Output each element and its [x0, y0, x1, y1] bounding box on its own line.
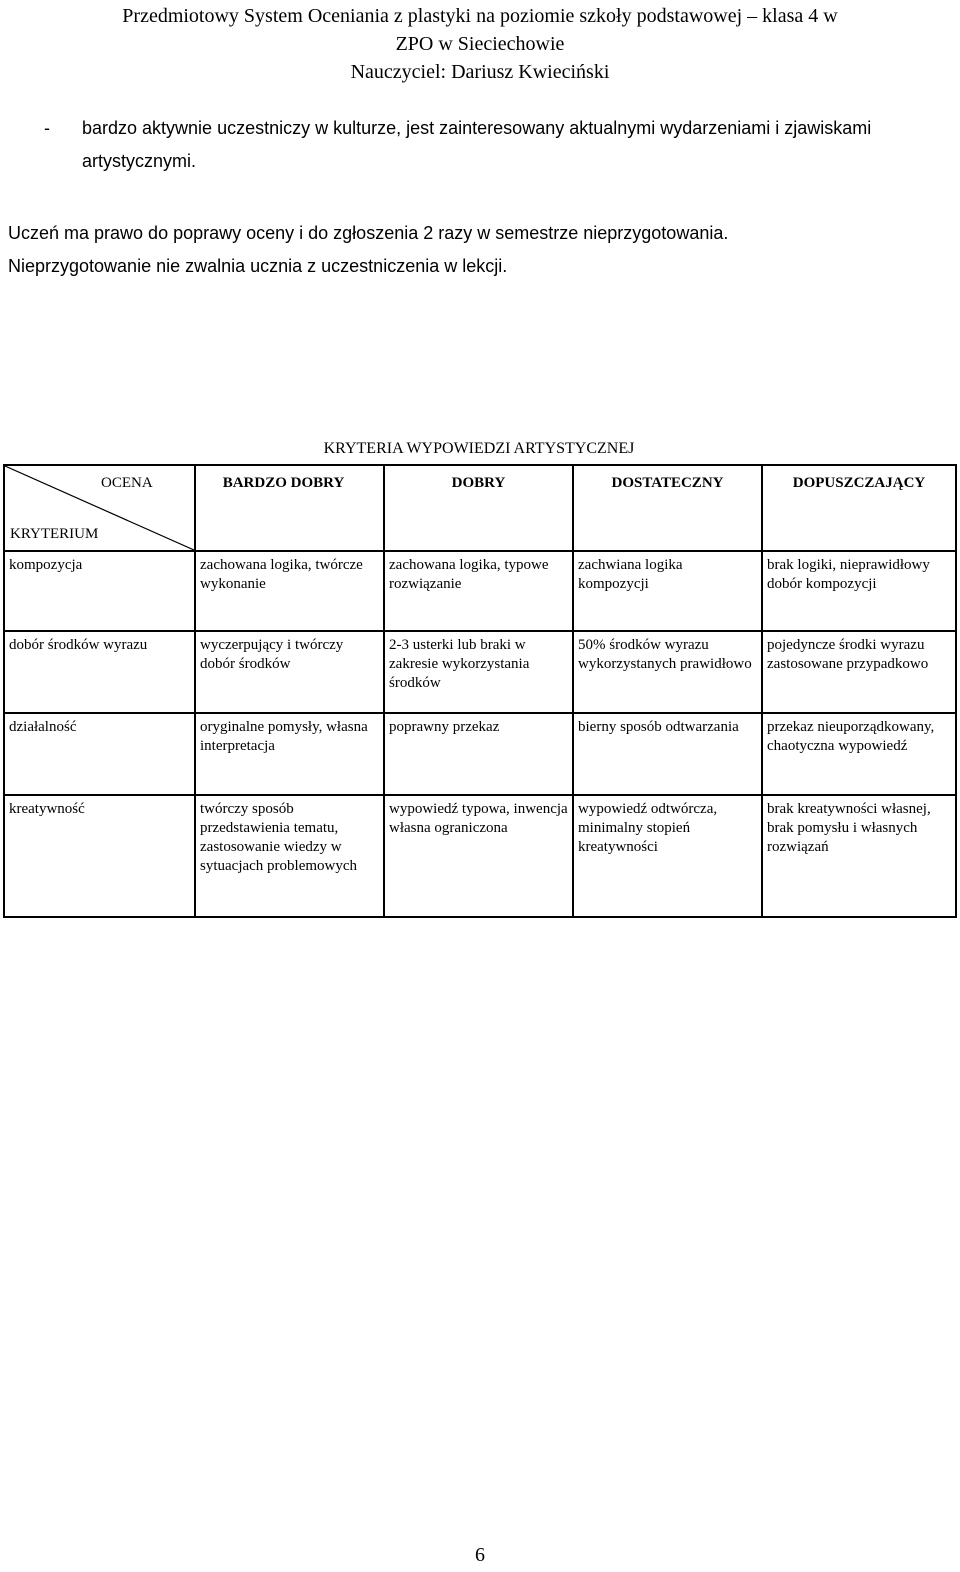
page-number: 6 [475, 1544, 485, 1566]
grade-cell: zachwiana logika kompozycji [573, 551, 762, 631]
grade-cell: zachowana logika, typowe rozwiązanie [384, 551, 573, 631]
grade-header: BARDZO DOBRY [195, 465, 384, 551]
grade-cell: pojedyncze środki wyrazu zastosowane przypadkowo [762, 631, 956, 713]
corner-cell [4, 465, 195, 551]
grade-header: DOPUSZCZAJĄCY [762, 465, 956, 551]
bullet-text: bardzo aktywnie uczestniczy w kulturze, jest zainteresowany aktualnymi wydarzeniami i zjawiskami artystycznymi. [82, 118, 872, 171]
grade-cell: przekaz nieuporządkowany, chaotyczna wypowiedź [762, 713, 956, 795]
grade-cell: brak logiki, nieprawidłowy dobór kompozycji [762, 551, 956, 631]
grade-cell: poprawny przekaz [384, 713, 573, 795]
grade-cell: wypowiedź odtwórcza, minimalny stopień kreatywności [573, 795, 762, 917]
document-header [0, 2, 960, 86]
table-row [4, 551, 956, 631]
rights-line-correction: Uczeń ma prawo do poprawy oceny i do zgłoszenia 2 razy w semestrze nieprzygotowania. [8, 223, 729, 243]
criterion-cell: działalność [4, 713, 195, 795]
corner-label-kryterium: KRYTERIUM [10, 526, 99, 542]
criterion-cell: dobór środków wyrazu [4, 631, 195, 713]
grade-header: DOBRY [384, 465, 573, 551]
criterion-cell: kompozycja [4, 551, 195, 631]
corner-label-ocena: OCENA [101, 475, 153, 491]
bullet-dash: - [44, 118, 50, 138]
grade-cell: twórczy sposób przedstawienia tematu, zastosowanie wiedzy w sytuacjach problemowych [195, 795, 384, 917]
header-teacher-line: Nauczyciel: Dariusz Kwieciński [350, 61, 610, 83]
grade-cell: bierny sposób odtwarzania [573, 713, 762, 795]
table-caption: KRYTERIA WYPOWIEDZI ARTYSTYCZNEJ [323, 440, 635, 457]
criterion-cell: kreatywność [4, 795, 195, 917]
grade-cell: 50% środków wyrazu wykorzystanych prawidłowo [573, 631, 762, 713]
grade-cell: oryginalne pomysły, własna interpretacja [195, 713, 384, 795]
grade-cell: 2-3 usterki lub braki w zakresie wykorzystania środków [384, 631, 573, 713]
header-school-line: ZPO w Sieciechowie [395, 33, 565, 55]
grade-cell: wyczerpujący i twórczy dobór środków [195, 631, 384, 713]
grade-cell: wypowiedź typowa, inwencja własna ograniczona [384, 795, 573, 917]
header-title-line: Przedmiotowy System Oceniania z plastyki na poziomie szkoły podstawowej – klasa 4 w [122, 5, 838, 27]
grade-cell: brak kreatywności własnej, brak pomysłu i własnych rozwiązań [762, 795, 956, 917]
grade-header: DOSTATECZNY [573, 465, 762, 551]
rights-line-unpreparedness: Nieprzygotowanie nie zwalnia ucznia z uczestniczenia w lekcji. [8, 256, 508, 276]
grade-cell: zachowana logika, twórcze wykonanie [195, 551, 384, 631]
table-row [4, 795, 956, 917]
criteria-table [3, 464, 957, 918]
table-row [4, 713, 956, 795]
student-rights-paragraph [8, 217, 948, 283]
table-row [4, 631, 956, 713]
table-header-row [4, 465, 956, 551]
